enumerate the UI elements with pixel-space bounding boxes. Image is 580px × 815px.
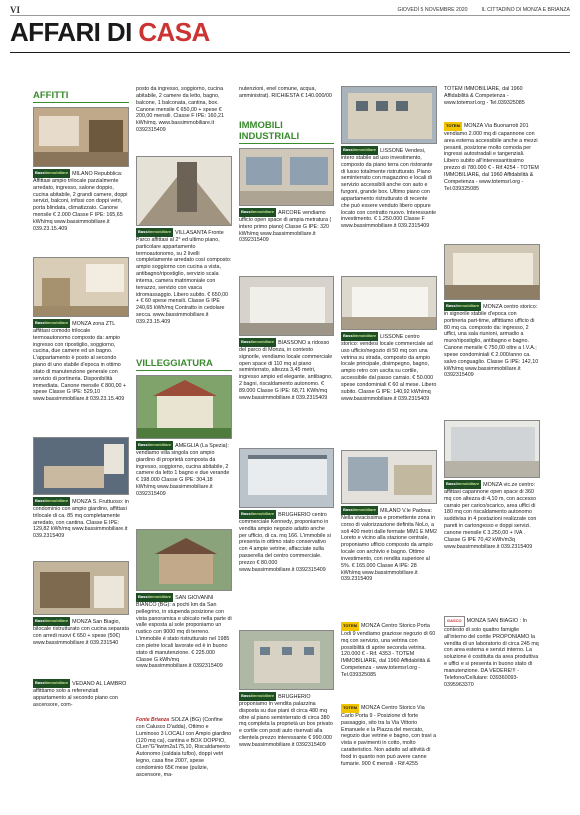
section-villeggiatura: VILLEGGIATURA [136,358,232,371]
title-rule [10,52,570,53]
photo-warehouse [444,420,540,478]
ad-monza-buonarroti: TOTEM MONZA Via Buonarroti 201 vendiamo 2.000 mq di capannone con area esterna accessibile anche a mezzi pesanti, posizione molto comoda per ingressi autostradali e tangenziali. Libero subito all'interessantissimo prezzo di 780.000 € - Rif.4254 - TOTEM IMMOBILIARE, dal 1960 Affidabilità & Competenza - www.totemsrl.org - Tel.039325085 [444,123,539,192]
column-2 [136,86,232,815]
ad-arcore: Bassiimmobiliare ARCORE vendiamo ufficio open space di ampia metratura ( intero primo piano) Classe G IPE: 320 kWh/mq www.bassimmobiliare.it 0392315409 [239,209,332,244]
ad-monza-porta-lodi: TOTEM MONZA Centro Storico Porta Lodi 9 vendiamo graziose negozio di 60 mq con servizio, una vetrina con possibilità di aprire seconda vetrina. 120.000 € - Rif. 4353 - TOTEM IMMOBILIARE, dal 1960 Affidabilità & Competenza - www.totemsrl.org - Tel.039325085 [341,623,436,678]
totem-logo: TOTEM [341,704,359,713]
ad-brugherio-palazzina: Bassiimmobiliare BRUGHERIO proponiamo in vendita palazzina disposta su due piani di circa 480 mq oltre al piano seminterrato di circa 380 mq completa la proprietà un box privato e cortile con posti auto riservati alla clientela prezzo interessante € 990.000 www.bassimmobiliare.it 0392315409 [239,693,333,748]
photo-commercial-space [239,276,334,336]
photo-villa [136,375,232,439]
column-1 [33,88,129,721]
ad-monza-carlo-porta: TOTEM MONZA Centro Storico Via Carlo Porta 9 - Posizione di forte passaggio, sito tra la Via Vittorio Emanuele e la Piazza del mercato, negozio due vetrine e bagno, con travi a vista e pavimenti in cotto, molto caratteristico. Non adatto ad attività di food in quanto non può avere canne fumarie. 900 € mensili - Rif.4255 [341,705,437,767]
ad-monza-ztl: Bassiimmobiliare MONZA zona ZTL affittasi comodo trilocale termoautonomo composto da: ampio ingresso con ripostiglio, soggiorno, cucina, due camere ed un bagno. L'appartamento è posto al secondo piano di uno stabile d'epoca in ottimo stato di manutenzione generale con servizio di portineria. Disponibilità immediata. Canone mensile € 800,00 + spese Classe G IPE: 529,10 www.bassimmobiliare.it 039.23.15.409 [33,320,127,403]
bassi-logo: Bassiimmobiliare [136,441,173,450]
bassi-logo: Bassiimmobiliare [33,497,70,506]
photo-staircase [136,156,232,226]
totem-logo: TOTEM [444,122,462,131]
totem-logo: TOTEM [341,622,359,631]
bassi-logo: Bassiimmobiliare [444,480,481,489]
ad-vedano: Bassiimmobiliare VEDANO AL LAMBRO affittiamo solo a referenziati appartamento al secondo piano con ascensore, com- [33,680,127,708]
ad-biassono: Bassiimmobiliare BIASSONO a ridosso del parco di Monza, in contesto signorile, vendiamo locale commerciale open space di 110 mq al piano seminterrato, altezza 3,45 metri, ingresso ampio ed elegante, antibagno, 2 bagni, riscaldamento autonomo. € 89.000 Classe G IPE: 68,71 KWh/mq www.bassimmobiliare.it 039.2315409 [239,339,333,401]
column-3 [239,86,334,796]
photo-bedroom [33,437,129,495]
bassi-logo: Bassiimmobiliare [136,593,173,602]
bassi-logo: Bassiimmobiliare [239,338,276,347]
bassi-logo: Bassiimmobiliare [136,228,173,237]
photo-shop-interior [341,276,437,330]
page-number: VI [10,4,21,15]
ad-milano-repubblica: Bassiimmobiliare MILANO Repubblica: Affittasi ampio trilocale parzialmente arredato, ingresso, salone doppio, cucina abitabile, 2 grandi camere, doppi servizi, balconi, infissi con doppi vetri, porta blindata, climatizzato. Canone mensile € 2.000 Classe F IPE: 165,65 kWh/mq www.bassimmobiliare.it 039.23.15.409 [33,170,128,232]
photo-kitchen [33,107,129,167]
section-affitti: AFFITTI [33,90,129,103]
fonte-brianza-logo: Fonte Brianza [136,717,170,723]
bassi-logo: Bassiimmobiliare [341,506,378,515]
photo-rustic-house [136,529,232,591]
section-immobili-industriali: IMMOBILI INDUSTRIALI [239,120,334,144]
ad-milano-padova: Bassiimmobiliare MILANO V.le Padova: Nella vivacissima e promettente zona in corso di valorizzazione definita NoLo, a soli 400 metri dalle fermate MM1 E MM2 Loreto e vicino alla stazione centrale, proponiamo ufficio composto da ampio locale con archivio e bagno. Ottimo investimento, con rendita superiore al 5%. € 165.000 Classe A IPE: 28 kWh/mq www.bassimmobiliare.it 039.2315409 [341,507,437,583]
ad-monza-centro-storico: Bassiimmobiliare MONZA centro storico: in signorile stabile d'epoca con portineria part-time, affittiamo ufficio di 80 mq ca. composto da: ingresso, 2 uffici, una sala riunioni, armadio a muro/ripostiglio, antibagno e bagno. Canone mensile € 750,00 oltre a I.V.A.; spese condominiali € 2.000/anno ca. salvo conguaglio. Classe G IPE: 142,10 kWh/mq www.bassimmobiliare.it 0392315409 [444,303,539,379]
photo-living-room [33,257,129,317]
ad-villasanta: Bassiimmobiliare VILLASANTA Fronte Parco affittasi al 2° ed ultimo piano, particolare appartamento termoautonomo, su 2 livelli completamente arredato così composto: ampio soggiorno con cucina a vista, antibagno/ripostiglio, servizio scala interna, camera matrimoniale con terrazzo, servizio con vasca idromassaggio. Libero subito. € 650,00 + € 60 spese mensili. Classe G IPE 240,65 kWh/mq Contratto in cedolare secca. www.bassimmobiliare.it 039.23.15.409 [136,229,232,325]
photo-palazzina [239,630,334,690]
gasco-logo: GASCO [444,616,465,627]
bassi-logo: Bassiimmobiliare [33,169,70,178]
photo-office-monza [444,244,540,300]
bassi-logo: Bassiimmobiliare [33,319,70,328]
ad-brugherio-negozio: Bassiimmobiliare BRUGHERIO centro commerciale Kennedy, proponiamo in vendita ampio negozio adatto anche per ufficio, di ca. mq 166. L'immobile si presenta in ottimo stato conservativo con 4 ampie vetrine, affacciate sulla passerella del centro commerciale. prezzo € 80.000 www.bassimmobiliare.it 0392315409 [239,511,331,573]
ad-solza: Fonte Brianza SOLZA (BG) (Confine con Calusco D'adda), Ottimo e Luminoso 3 LOCALI con Ampio giardino (120 mq ca), cantina e BOX DOPPIO, CLen"G"kwtm2a175,10, Riscaldamento Autonomo (caldaia tufbo), doppi vetri legno, casa fine 2007, spese condominio 65€ mese (pulizie, ascensore, ma- [136,717,232,778]
ad-san-giovanni-bianco: Bassiimmobiliare SAN GIOVANNI BIANCO (BG): a pochi km da San pellegrino, in stupenda posizione con vista panoramica e ubicato nella parte di valle esposta al sole proponiamo un rustico con 9000 mq di terreno. L'immobile è stato ristrutturato nel 1985 con pietre locali lavorate ed è in buono stato di manutenzione. € 225.000 Classe G kWh/mq www.bassimmobiliare.it 0392315409 [136,594,232,670]
bassi-logo: Bassiimmobiliare [239,510,276,519]
photo-kitchen-2 [33,561,129,615]
page-header [10,4,570,16]
ad-monza-san-biagio: Bassiimmobiliare MONZA San Biagio, bilocale ristrutturato con cucina separata con arredi nuovi € 650 + spese (50€) www.bassimmobiliare.it 039.231540 [33,618,129,646]
ad-monza-s-fruttuoso: Bassiimmobiliare MONZA S. Fruttuoso: in condominio con ampio giardino, affittasi trilocale di ca. 85 mq completamente arredato, con cantina. Classe E IPE: 129,82 kWh/mq www.bassimmobiliare.it 039.2315409 [33,498,129,540]
bassi-logo: Bassiimmobiliare [33,617,70,626]
page-title: AFFARI DI CASA [10,17,210,47]
column-4 [341,86,437,778]
ad-col5-top: TOTEM IMMOBILIARE, dal 1960 Affidabilità & Competenza - www.totemsrl.org - Tel.039325085 [444,86,525,106]
bassi-logo: Bassiimmobiliare [341,332,378,341]
column-5 [444,86,540,724]
photo-office [239,148,334,206]
issue-date: GIOVEDÌ 5 NOVEMBRE 2020 [397,6,468,13]
bassi-logo: Bassiimmobiliare [239,208,276,217]
ad-monza-capannone: Bassiimmobiliare MONZA vic.ze centro: affittasi capannone open space di 360 mq con altezza di 4,10 m, con accesso carraio per carico/scarico, area uffici di 180 mq con riscaldamento autonomo suddivisa in 4 postazioni realizzate con pareti in cartongesso e doppi servizi. canone mensile € 3.250,00 + IVA . Classe G IPE 70,42 kWh/m3q www.bassimmobiliare.it 039.2315409 [444,481,537,550]
bassi-logo: Bassiimmobiliare [444,302,481,311]
ad-lissone-negozio: Bassiimmobiliare LISSONE centro storico: vendesi locale commerciale ad uso ufficio/negozio di 50 mq con una vetrina su strada, composto da ampio locale principale, disimpegno, bagno, ampio retro con uscita su cortile, accessibile dal passo carraio. € 50.000 spese condominiali € 60 al mese. Libero subito. Classe G IPE: 140,92 kWh/mq www.bassimmobiliare.it 039.2315409 [341,333,437,402]
masthead: IL CITTADINO DI MONZA E BRIANZA [481,6,570,13]
photo-building-exterior [341,86,437,144]
ad-col3-top: nutenzioni, enel comune, acqua, amministrat). RICHIESTA € 140.000/00 [239,86,332,99]
bassi-logo: Bassiimmobiliare [341,146,378,155]
ad-col2-top: posto da ingresso, soggiorno, cucina abitabile, 2 camere da letto, bagno, balcone, 1 balconata, cantina, box. Canone mensile € 650,00 + spese € 200,00 mensili. Classe F IPE: 160,21 kWh/mq. www.bassimmobiliare.it 0392315409 [136,86,224,134]
ad-lissone-stabile: Bassiimmobiliare LISSONE Vendesi, intero stabile ad uso investimento, composto da piano terra con ristorante di lusso totalmente ristrutturato. Piano seminterrato con magazzino e locali di servizio accessibili anche con auto e furgoni, grande box. Ultimo piano con appartamento ristrutturato di recente che può essere venduto libero oppure locato con contratto nuovo. Interessante investimento. € 1.250.000 Classe F www.bassimmobiliare.it 039.2315409 [341,147,437,230]
ad-ameglia: Bassiimmobiliare AMEGLIA (La Spezia): vendiamo villa singola con ampio giardino di proprietà composta da ingresso, soggiorno, cucina abitabile, 2 camere da letto 1 bagno e due verande € 198.000 Classe G IPE: 304,18 kWh/mq www.bassimmobiliare.it 0392315409 [136,442,230,497]
ad-monza-san-biagio-lab: GASCO MONZA SAN BIAGIO : In contesto di solo quattro famiglie all'interno del cortile PROPONIAMO la vendita di un laboratorio di circa 245 mq con area esterna e servizi interno. La soluzione è costituita da area produttiva e uffici e si presenta in buono stato di manutenzione. DA VEDERE!!! - Telefono/Cellulare: 039360093-0395963370 [444,618,539,688]
photo-office-milano [341,450,437,504]
bassi-logo: Bassiimmobiliare [239,692,276,701]
photo-shop-window [239,448,334,508]
bassi-logo: Bassiimmobiliare [33,679,70,688]
